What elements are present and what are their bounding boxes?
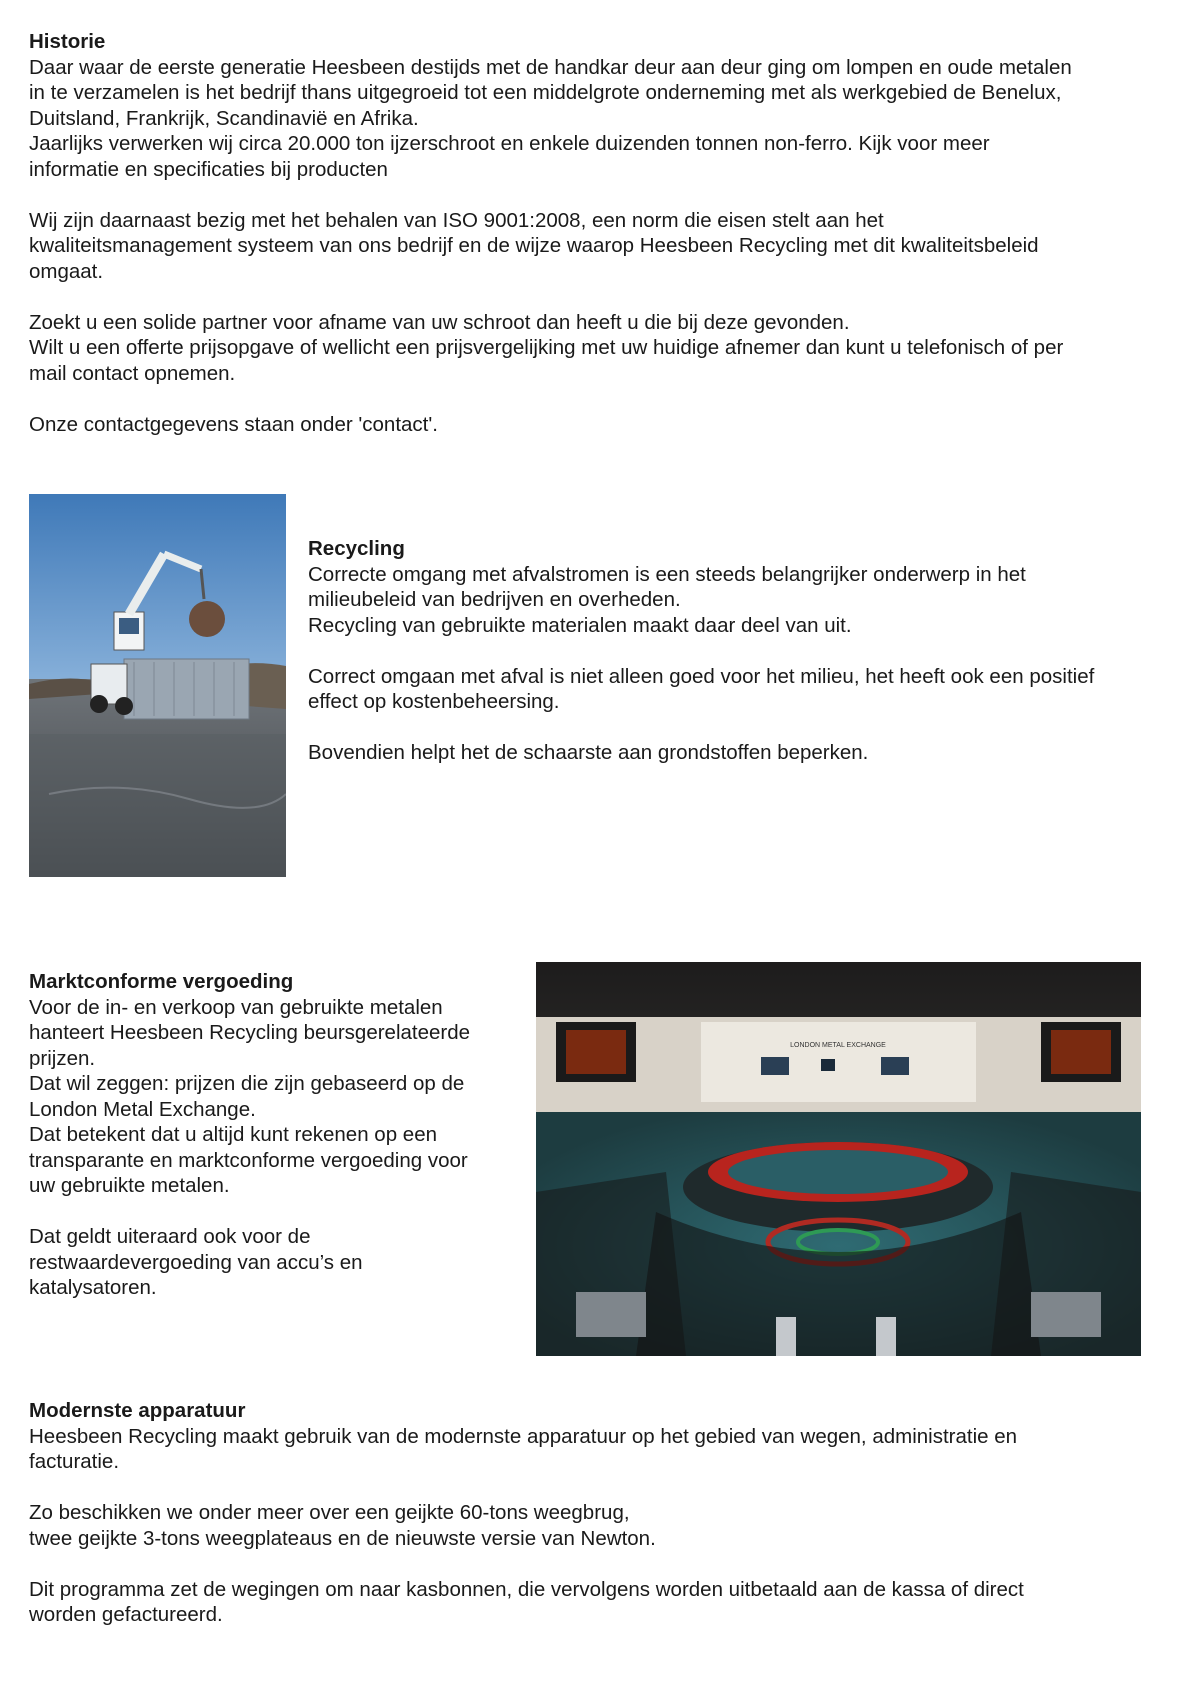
heading-recycling: Recycling <box>308 537 405 560</box>
text-line: Jaarlijks verwerken wij circa 20.000 ton ijzerschroot en enkele duizenden tonnen non-ferro. Kijk voor meer <box>29 132 990 155</box>
paragraph-gap <box>29 284 1169 310</box>
text-line: Wij zijn daarnaast bezig met het behalen van ISO 9001:2008, een norm die eisen stelt aan het <box>29 208 884 232</box>
text-line: milieubeleid van bedrijven en overheden. <box>308 588 681 611</box>
text-line: Zoekt u een solide partner voor afname van uw schroot dan heeft u die bij deze gevonden. <box>29 310 850 334</box>
paragraph-gap <box>29 1551 1149 1577</box>
section-recycling <box>308 536 1178 766</box>
section-markt <box>29 969 519 1301</box>
lme-sign: LONDON METAL EXCHANGE <box>790 1042 886 1049</box>
section-historie <box>29 29 1169 437</box>
text-line: uw gebruikte metalen. <box>29 1174 230 1197</box>
text-line: informatie en specificaties bij producten <box>29 157 388 181</box>
text-line: mail contact opnemen. <box>29 361 236 385</box>
paragraph-gap <box>29 182 1169 208</box>
heading-modern: Modernste apparatuur <box>29 1399 246 1422</box>
text-line: effect op kostenbeheersing. <box>308 690 560 713</box>
text-line: Zo beschikken we onder meer over een geijkte 60-tons weegbrug, <box>29 1501 630 1524</box>
paragraph-gap <box>308 638 1178 664</box>
text-line: prijzen. <box>29 1046 96 1070</box>
text-line: Correcte omgang met afvalstromen is een steeds belangrijker onderwerp in het <box>308 562 1026 586</box>
body-historie <box>29 55 1169 438</box>
text-line: transparante en marktconforme vergoeding voor <box>29 1148 468 1172</box>
text-line: Dit programma zet de wegingen om naar kasbonnen, die vervolgens worden uitbetaald aan de kassa of direct <box>29 1577 1024 1601</box>
lme-trading-floor-photo <box>536 962 1141 1356</box>
text-line: omgaat. <box>29 259 104 283</box>
paragraph-gap <box>308 715 1178 741</box>
text-line: restwaardevergoeding van accu’s en <box>29 1250 363 1274</box>
text-line: Voor de in- en verkoop van gebruikte metalen <box>29 995 443 1019</box>
text-line: Onze contactgegevens staan onder 'contact'. <box>29 412 438 436</box>
text-line: Correct omgaan met afval is niet alleen goed voor het milieu, het heeft ook een positief <box>308 664 1095 688</box>
paragraph-gap <box>29 1199 519 1225</box>
text-line: Wilt u een offerte prijsopgave of wellicht een prijsvergelijking met uw huidige afnemer dan kunt u telefonisch of per <box>29 336 1064 359</box>
body-markt <box>29 995 519 1301</box>
heading-historie: Historie <box>29 30 106 53</box>
heading-markt: Marktconforme vergoeding <box>29 970 294 993</box>
text-line: Duitsland, Frankrijk, Scandinavië en Afrika. <box>29 106 419 130</box>
text-line: hanteert Heesbeen Recycling beursgerelateerde <box>29 1021 471 1044</box>
text-line: Dat betekent dat u altijd kunt rekenen op een <box>29 1123 438 1146</box>
body-recycling <box>308 562 1178 766</box>
text-line: katalysatoren. <box>29 1276 157 1299</box>
text-line: Daar waar de eerste generatie Heesbeen destijds met de handkar deur aan deur ging om lompen en oude metalen <box>29 55 1072 79</box>
paragraph-gap <box>29 386 1169 412</box>
text-line: twee geijkte 3-tons weegplateaus en de nieuwste versie van Newton. <box>29 1526 656 1550</box>
text-line: London Metal Exchange. <box>29 1097 256 1121</box>
text-line: Heesbeen Recycling maakt gebruik van de modernste apparatuur op het gebied van wegen, administratie en <box>29 1424 1018 1448</box>
section-modern <box>29 1398 1149 1628</box>
text-line: in te verzamelen is het bedrijf thans uitgegroeid tot een middelgrote onderneming met als werkgebied de Benelux, <box>29 81 1062 104</box>
paragraph-gap <box>29 1475 1149 1501</box>
crane-photo <box>29 494 286 877</box>
body-modern <box>29 1424 1149 1628</box>
text-line: facturatie. <box>29 1450 120 1473</box>
text-line: worden gefactureerd. <box>29 1603 223 1626</box>
text-line: Dat geldt uiteraard ook voor de <box>29 1225 311 1248</box>
text-line: Bovendien helpt het de schaarste aan grondstoffen beperken. <box>308 741 869 764</box>
text-line: Dat wil zeggen: prijzen die zijn gebaseerd op de <box>29 1072 465 1095</box>
text-line: kwaliteitsmanagement systeem van ons bedrijf en de wijze waarop Heesbeen Recycling met dit kwaliteitsbeleid <box>29 234 1039 257</box>
text-line: Recycling van gebruikte materialen maakt daar deel van uit. <box>308 613 852 637</box>
